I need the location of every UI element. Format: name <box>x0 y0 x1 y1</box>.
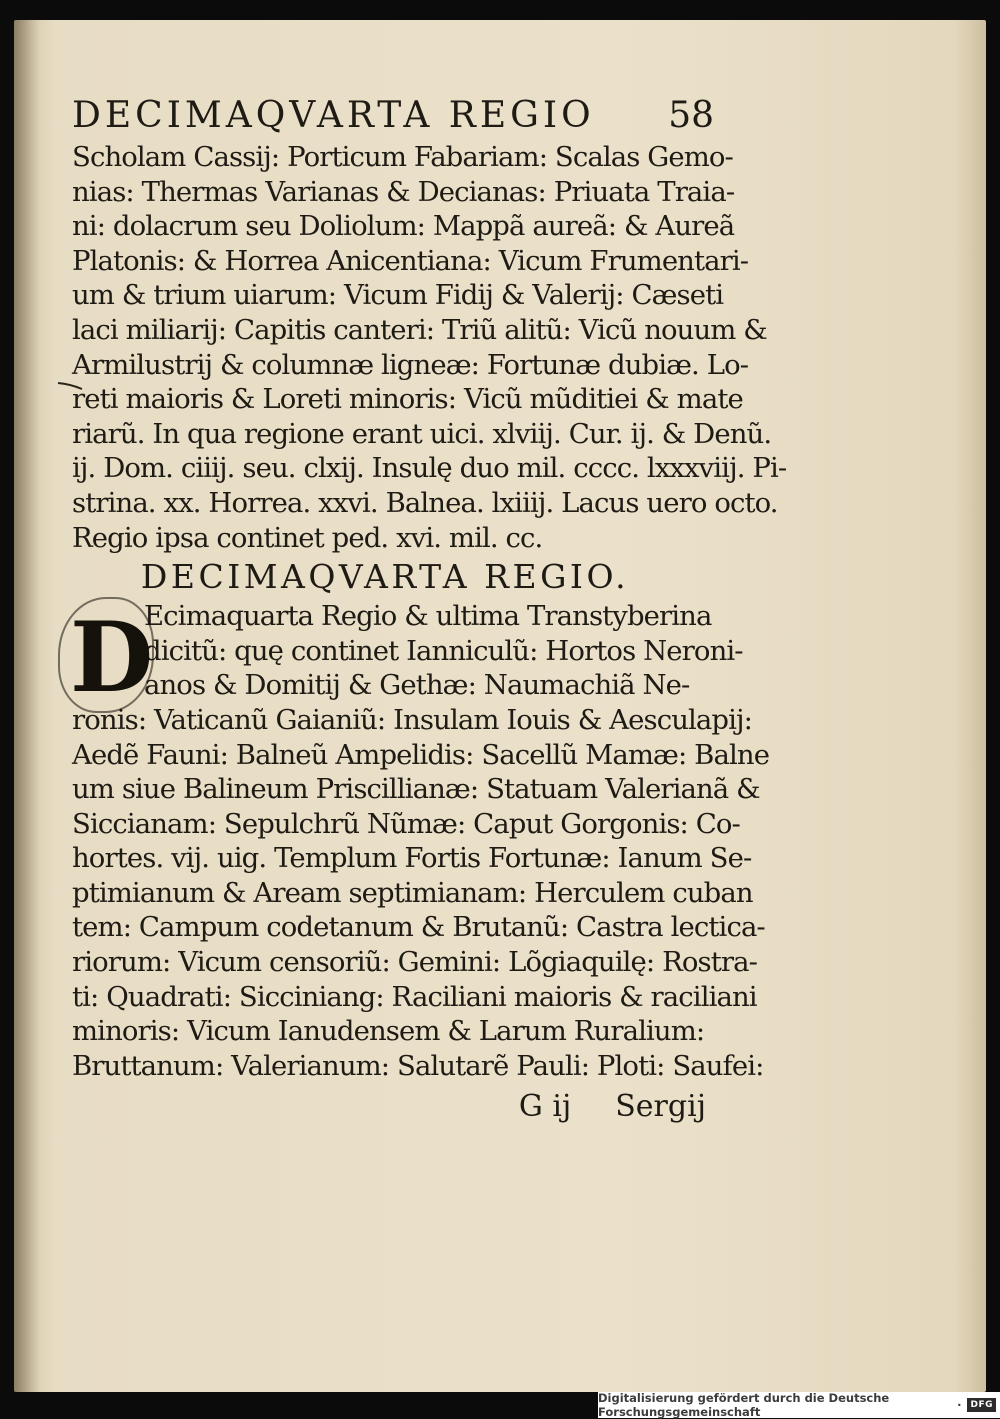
catchword-line <box>72 1087 712 1127</box>
footer-text: Digitalisierung gefördert durch die Deutsche Forschungsgemeinschaft <box>598 1391 890 1419</box>
decorated-initial <box>70 601 154 715</box>
text-line: reti maioris & Loreti minoris: Vicũ mũditiei & mate <box>72 383 743 416</box>
initial-flourish <box>58 597 154 713</box>
footer-banner <box>598 1392 1000 1418</box>
catchword: Sergij <box>615 1089 706 1125</box>
folio-number: 58 <box>668 95 714 136</box>
text-line: tem: Campum codetanum & Brutanũ: Castra lectica- <box>72 911 765 944</box>
text-line: ij. Dom. ciiij. seu. clxij. Insulę duo mil. cccc. lxxxviij. Pi- <box>72 452 787 485</box>
text-line: ni: dolacrum seu Doliolum: Mappã aureã: & Aureã <box>72 210 735 243</box>
indented-line: dicitũ: quę continet Ianniculũ: Hortos Neroni- <box>144 634 743 667</box>
text-line: ti: Quadrati: Sicciniang: Raciliani maioris & raciliani <box>72 980 757 1013</box>
dfg-logo: DFG <box>967 1398 996 1412</box>
text-line: um siue Balineum Priscillianæ: Statuam Valerianã & <box>72 773 760 806</box>
running-header <box>72 92 712 140</box>
top-text-lines <box>72 140 787 555</box>
text-line: nias: Thermas Varianas & Decianas: Priuata Traia- <box>72 175 735 208</box>
footer-separator: · <box>957 1398 962 1412</box>
text-line: Aedẽ Fauni: Balneũ Ampelidis: Sacellũ Mamæ: Balne <box>72 738 770 771</box>
initial-letter: D <box>70 601 154 715</box>
text-line: riorum: Vicum censoriũ: Gemini: Lõgiaquilę: Rostra- <box>72 946 758 979</box>
indented-line: anos & Domitij & Gethæ: Naumachiã Ne- <box>144 669 690 702</box>
signature-mark: G ij <box>518 1089 572 1125</box>
text-line: minoris: Vicum Ianudensem & Larum Ruralium: <box>72 1015 705 1048</box>
text-line: laci miliarij: Capitis canteri: Triũ alitũ: Vicũ nouum & <box>72 313 767 346</box>
text-line: Siccianam: Sepulchrũ Nũmæ: Caput Gorgonis: Co- <box>72 807 740 840</box>
text-line: ptimianum & Aream septimianam: Herculem cuban <box>72 876 753 909</box>
text-line: riarũ. In qua regione erant uici. xlviij. Cur. ij. & Denũ. <box>72 417 772 450</box>
book-page <box>14 20 986 1392</box>
text-line: ronis: Vaticanũ Gaianiũ: Insulam Iouis & Aesculapij: <box>72 703 752 736</box>
text-line: Armilustrij & columnæ ligneæ: Fortunæ dubiæ. Lo- <box>72 348 749 381</box>
text-line: Regio ipsa continet ped. xvi. mil. cc. <box>72 521 543 554</box>
text-line: hortes. vij. uig. Templum Fortis Fortunæ: Ianum Se- <box>72 842 752 875</box>
text-block <box>70 92 787 1127</box>
text-line: Scholam Cassij: Porticum Fabariam: Scalas Gemo- <box>72 141 733 173</box>
text-line: um & trium uiarum: Vicum Fidij & Valerij: Cæseti <box>72 279 724 312</box>
running-title: DECIMAQVARTA REGIO <box>72 95 595 136</box>
text-line: Platonis: & Horrea Anicentiana: Vicum Frumentari- <box>72 244 749 277</box>
section-heading: DECIMAQVARTA REGIO. <box>140 557 630 597</box>
text-line: Bruttanum: Valerianum: Salutarẽ Pauli: Ploti: Saufei: <box>72 1049 764 1082</box>
section-paragraph <box>70 599 770 1083</box>
indented-line: Ecimaquarta Regio & ultima Transtyberina <box>144 600 712 633</box>
spine-shadow <box>14 20 40 1392</box>
text-line: strina. xx. Horrea. xxvi. Balnea. lxiiij. Lacus uero octo. <box>72 486 778 519</box>
